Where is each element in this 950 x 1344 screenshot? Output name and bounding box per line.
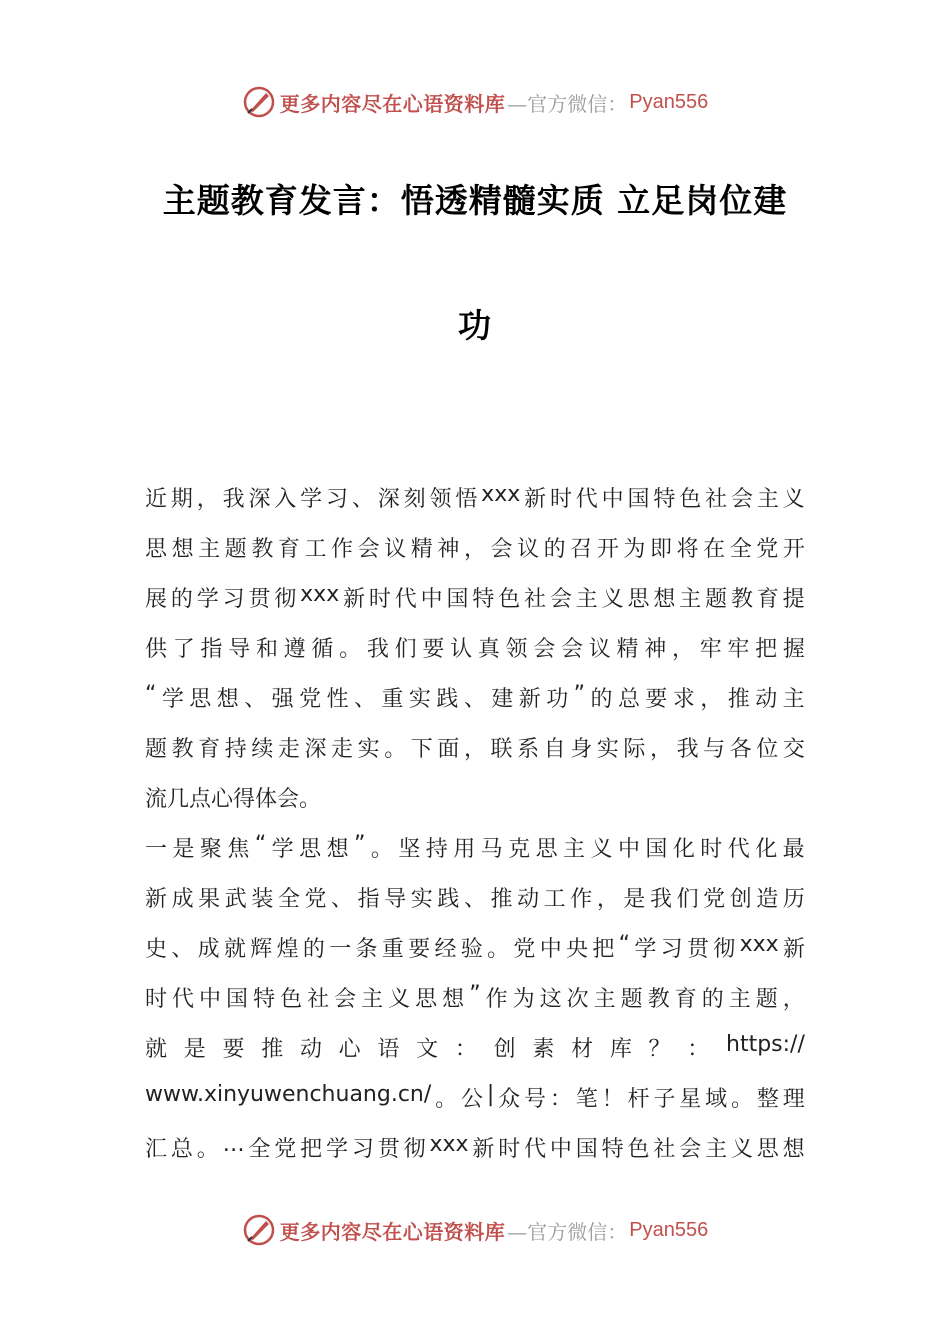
banner-text-main: 更多内容尽在心语资料库 bbox=[279, 91, 506, 116]
body-line: 近 期 ， 我 深 入 学 习 、 深 刻 领 悟 xxx 新 时 代 中 国 特 色 社 会 主 义 bbox=[145, 482, 805, 512]
body-line: 汇 总 。 … 全 党 把 学 习 贯 彻 xxx 新 时 代 中 国 特 色 社 会 主 义 思 想 bbox=[145, 1132, 805, 1162]
footer-watermark-banner bbox=[0, 1210, 950, 1250]
quill-logo-icon bbox=[242, 85, 276, 119]
banner-text-main: 更多内容尽在心语资料库 bbox=[279, 1219, 506, 1244]
body-line: 史 、 成 就 辉 煌 的 一 条 重 要 经 验 。 党 中 央 把 “ 学 习 贯 彻 xxx 新 bbox=[145, 932, 805, 962]
body-line: 新 成 果 武 装 全 党 、 指 导 实 践 、 推 动 工 作 ， 是 我 们 党 创 造 历 bbox=[145, 887, 805, 912]
body-line: 一 是 聚 焦 “ 学 思 想 ” 。 坚 持 用 马 克 思 主 义 中 国 化 时 代 化 最 bbox=[145, 832, 805, 862]
document-title-line-1: 主题教育发言：悟透精髓实质 立足岗位建 bbox=[162, 181, 788, 220]
document-title-line-2: 功 bbox=[458, 306, 492, 345]
header-watermark-banner bbox=[0, 82, 950, 122]
body-line: 思 想 主 题 教 育 工 作 会 议 精 神 ， 会 议 的 召 开 为 即 将 在 全 党 开 bbox=[145, 537, 805, 562]
body-line: 时 代 中 国 特 色 社 会 主 义 思 想 ” 作 为 这 次 主 题 教 育 的 主 题 ， bbox=[145, 982, 805, 1012]
banner-text-wechat-label: —官方微信： bbox=[507, 91, 628, 116]
body-line: “ 学 思 想 、 强 党 性 、 重 实 践 、 建 新 功 ” 的 总 要 求 ， 推 动 主 bbox=[145, 682, 805, 712]
body-line: www.xinyuwenchuang.cn/ 。 公 | 众 号 ： 笔 ！ 杆 子 星 域 。 整 理 bbox=[145, 1082, 805, 1112]
body-line: 流几点心得体会。 bbox=[145, 787, 322, 812]
banner-text-wechat-id: Pyan556 bbox=[629, 90, 709, 113]
body-line: 题 教 育 持 续 走 深 走 实 。 下 面 ， 联 系 自 身 实 际 ， 我 与 各 位 交 bbox=[145, 737, 805, 762]
body-line: 就 是 要 推 动 心 语 文 ： 创 素 材 库 ？ ： https:// bbox=[145, 1032, 805, 1062]
banner-text-wechat-label: —官方微信： bbox=[507, 1219, 628, 1244]
banner-text-wechat-id: Pyan556 bbox=[629, 1218, 709, 1241]
quill-logo-icon bbox=[242, 1213, 276, 1247]
body-line: 展 的 学 习 贯 彻 xxx 新 时 代 中 国 特 色 社 会 主 义 思 想 主 题 教 育 提 bbox=[145, 582, 805, 612]
body-line: 供 了 指 导 和 遵 循 。 我 们 要 认 真 领 会 会 议 精 神 ， 牢 牢 把 握 bbox=[145, 637, 805, 662]
